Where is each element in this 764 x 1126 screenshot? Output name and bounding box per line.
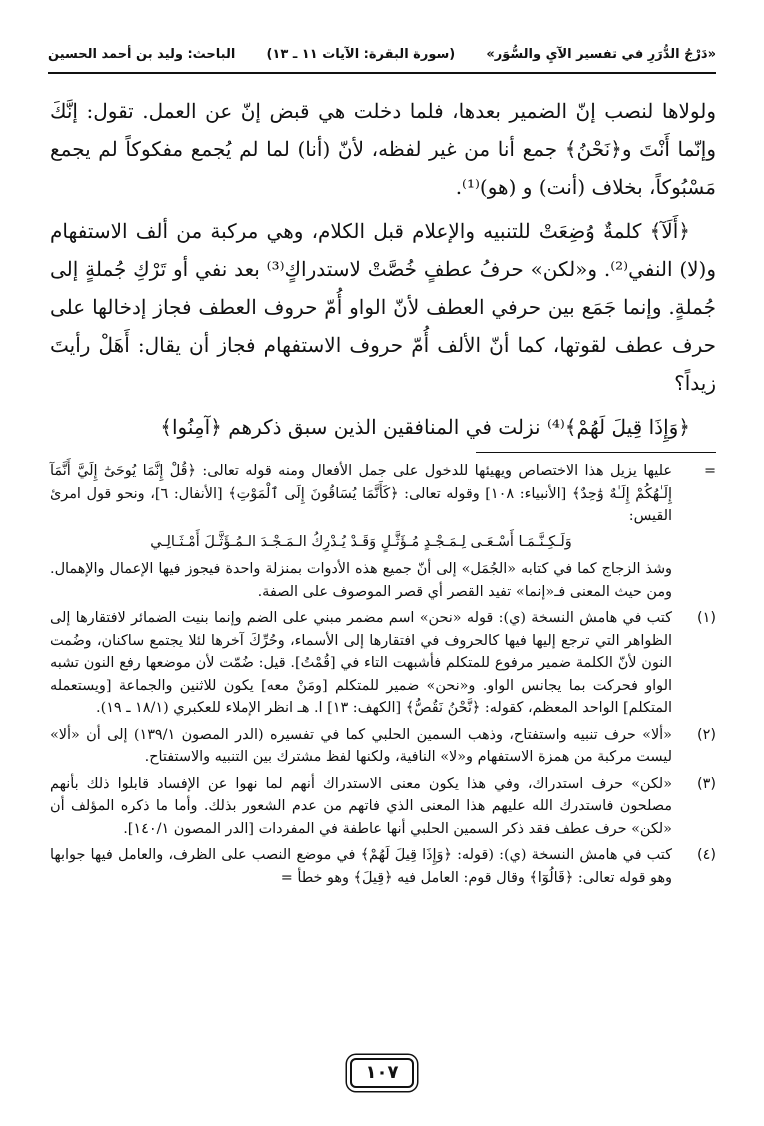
paragraph: ﴿وَإِذَا قِيلَ لَهُمْ﴾⁽⁴⁾ نزلت في المنافقين الذين سبق ذكرهم ﴿آمِنُوا﴾	[160, 415, 690, 439]
researcher-name: الباحث: وليد بن أحمد الحسين	[48, 46, 236, 62]
footnote-number: (٤)	[697, 847, 716, 863]
footnote-text: «لكن» حرف استدراك، وفي هذا يكون معنى الاستدراك أنهم لما نهوا عن الإفساد قابلوا ذلك بأنهم مصلحون فاستدرك الله عليهم هذا المعنى الذي فاتهم من عدم الشعور بذلك. وأما ما ذكره المؤلف أن «لكن» حرف عطف فقد ذكر السمين الحلبي أنها عاطفة في المفردات [الدر المصون ١٤٠/١].	[50, 775, 672, 837]
footnote-text: وشذ الزجاج كما في كتابه «الجُمَل» إلى أنّ جميع هذه الأدوات بمنزلة واحدة فيجوز فيها الإعمال والإهمال. ومن حيث المعنى فـ«إنما» تفيد القصر أي قصر الموصوف على الصفة.	[50, 561, 672, 600]
poetry-verse: وَلَـكِـنَّـمَـا أَسْـعَـى لِـمَـجْـدٍ مُـؤَثَّـلٍ وَقَـدْ يُـدْرِكُ الـمَـجْـدَ الـمُـؤَثَّـلَ أَمْـثَـالِـي	[150, 533, 572, 550]
paragraph: ﴿أَلَآ﴾ كلمةٌ وُضِعَتْ للتنبيه والإعلام قبل الكلام، وهي مركبة من ألف الاستفهام و(لا) النفي⁽²⁾. و«لكن» حرفُ عطفٍ خُصَّتْ لاستدراكٍ⁽³⁾ بعد نفي أو تَرْكِ جُملةٍ إلى جُملةٍ. وإنما جَمَع بين حرفي العطف لأنّ الواو أُمّ حروف العطف فجاز إدخالها على حرف عطف لقوتها، كما أنّ الألف أُمّ حروف الاستفهام فجاز أن يقال: أَهَلْ رأيتَ زيداً؟	[50, 219, 716, 395]
continuation-mark: =	[703, 463, 716, 479]
footnote-text: كتب في هامش النسخة (ي): قوله «نحن» اسم مضمر مبني على الضم وإنما بنيت الضمائر لافتقارها إلى الظواهر التي ترجع إليها فيها كالحروف في افتقارها إلى الأسماء، وحُرِّكَ آخرها لئلا يجتمع ساكنان، وضُمت النون لأنّ الكلمة ضمير مرفوع للمتكلم فأشبهت التاء في [قُمْتُ]. قيل: ضُمّت لأن موضعها رفع النون تشبه الواو فحركت بما يجانس الواو. و«نحن» ضمير للمتكلم [ومَنْ معه] يكون للاثنين والجماعة [ويستعمله المتكلم] الواحد المعظم، كقوله: ﴿نَّحْنُ نَقُصُّ﴾ [الكهف: ١٣] ا. هـ انظر الإملاء للعكبري (١٨/١ ـ ١٩).	[50, 610, 672, 716]
book-title: «دَرْجُ الدُّرَرِ في تفسير الآيِ والسُّوَر»	[486, 46, 716, 62]
footnotes	[50, 460, 716, 893]
footnote-number: (٣)	[697, 775, 716, 792]
section-title: (سورة البقرة: الآيات ١١ ـ ١٣)	[266, 46, 456, 62]
footnote-item	[50, 607, 716, 720]
footnote-text: كتب في هامش النسخة (ي): (قوله: ﴿وَإِذَا قِيلَ لَهُمْ﴾ في موضع النصب على الظرف، والعامل فيها جوابها وهو قوله تعالى: ﴿قَالُوٓا﴾ وقال قوم: العامل فيه ﴿قِيلَ﴾ وهو خطأ =	[50, 847, 672, 886]
main-text	[50, 92, 716, 452]
footnote-item	[50, 724, 716, 769]
footnote-item	[50, 844, 716, 889]
footnote-text: عليها يزيل هذا الاختصاص ويهيئها للدخول على جمل الأفعال ومنه قوله تعالى: ﴿قُلْ إِنَّمَا يُوحَىٰٓ إِلَيَّ أَنَّمَآ إِلَـٰهُكُمْ إِلَـٰهٌ وَٰحِدٌ﴾ [الأنبياء: ١٠٨] وقوله تعالى: ﴿كَأَنَّمَا يُسَاقُونَ إِلَى ٱلْمَوْتِ﴾ [الأنفال: ٦]، ونحو قول امرئ القيس:	[50, 463, 673, 524]
footnote-number: (٢)	[697, 726, 716, 743]
page-number-frame	[0, 1058, 764, 1088]
footnote-number: (١)	[697, 610, 716, 626]
paragraph: ولولاها لنصب إنّ الضمير بعدها، فلما دخلت هي قبض إنّ عن العمل. تقول: إنَّكَ وإنّما أَنْتَ و﴿نَحْنُ﴾ جمع أنا من غير لفظه، لأنّ (أنا) لما لم يُجمع مفكوكاً لم يجمع مَسْبُوكاً، بخلاف (أنت) و (هو)⁽¹⁾.	[50, 99, 716, 199]
page-number: ١٠٧	[350, 1058, 415, 1088]
page-header	[48, 40, 716, 74]
footnote-item	[50, 773, 716, 841]
footnote-separator	[476, 452, 716, 453]
footnote-text: «ألا» حرف تنبيه واستفتاح، وذهب السمين الحلبي كما في تفسيره (الدر المصون ١٣٩/١) إلى أن «ألا» ليست مركبة من همزة الاستفهام و«لا» النافية، ولكنها لفظ مشترك بين التنبيه والاستفتاح.	[50, 726, 672, 765]
footnote-continuation	[50, 460, 716, 603]
